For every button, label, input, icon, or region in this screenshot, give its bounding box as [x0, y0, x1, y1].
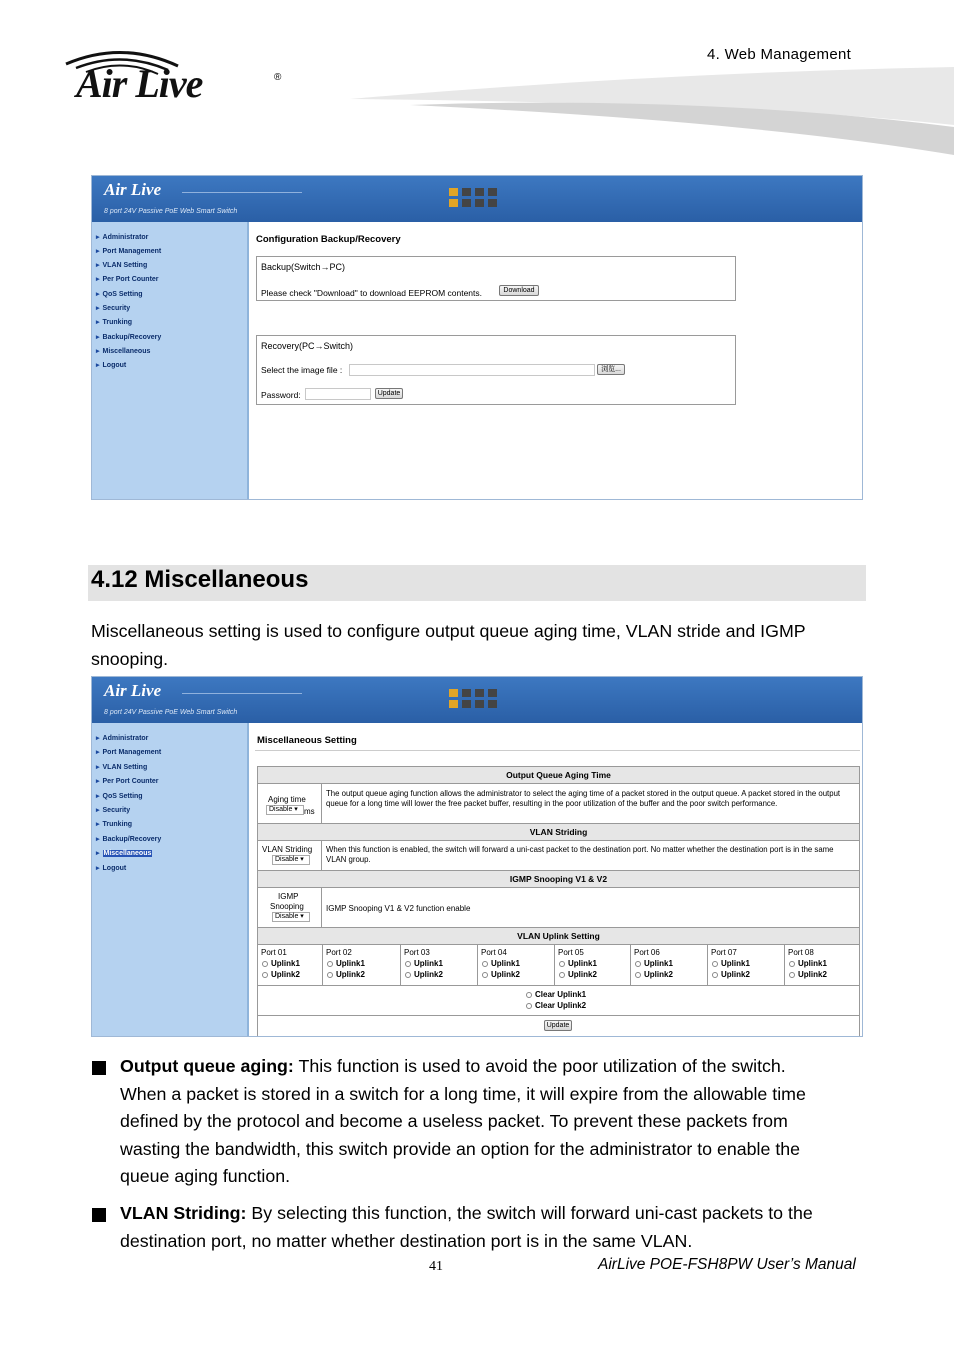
nav-sidebar	[92, 723, 249, 1036]
section-header-vlan-uplink: VLAN Uplink Setting	[258, 927, 859, 945]
radio-icon	[712, 961, 718, 967]
radio-icon	[405, 972, 411, 978]
nav-item-backup-recovery[interactable]: ▸ Backup/Recovery	[96, 334, 162, 341]
bullet-line: queue aging function.	[120, 1166, 291, 1187]
vlan-striding-select[interactable]: Disable ▾	[272, 855, 310, 865]
nav-item-per-port-counter[interactable]: ▸ Per Port Counter	[96, 778, 159, 785]
nav-item-security[interactable]: ▸ Security	[96, 807, 131, 814]
nav-item-logout[interactable]: ▸ Logout	[96, 865, 127, 872]
radio-icon	[789, 972, 795, 978]
bullet-square-icon	[92, 1061, 106, 1075]
uplink-port-cell	[784, 945, 861, 985]
nav-item-qos-setting[interactable]: ▸ QoS Setting	[96, 291, 143, 298]
browse-button[interactable]: 浏览...	[597, 364, 625, 375]
port-label: Port 02	[326, 948, 352, 957]
nav-item-administrator[interactable]: ▸ Administrator	[96, 234, 149, 241]
port-label: Port 07	[711, 948, 737, 957]
nav-item-vlan-setting[interactable]: ▸ VLAN Setting	[96, 764, 148, 771]
app-banner	[92, 677, 862, 723]
radio-icon	[712, 972, 718, 978]
port-label: Port 08	[788, 948, 814, 957]
title-underline	[255, 750, 860, 751]
nav-item-miscellaneous[interactable]: ▸ Miscellaneous	[96, 850, 152, 857]
misc-settings-table	[257, 766, 860, 1037]
page-number: 41	[429, 1259, 443, 1274]
nav-item-port-management[interactable]: ▸ Port Management	[96, 749, 162, 756]
port-label: Port 03	[404, 948, 430, 957]
row-divider	[258, 985, 859, 986]
vlan-striding-label: VLAN Striding	[262, 845, 313, 854]
uplink1-radio-option[interactable]: Uplink1	[559, 959, 597, 969]
page-title: Configuration Backup/Recovery	[256, 234, 401, 245]
clear-uplink2-option[interactable]: Clear Uplink2	[526, 1001, 586, 1011]
nav-item-security[interactable]: ▸ Security	[96, 305, 131, 312]
radio-icon	[559, 972, 565, 978]
section-header-vlan-striding: VLAN Striding	[258, 823, 859, 841]
download-button[interactable]: Download	[499, 285, 539, 296]
nav-item-logout[interactable]: ▸ Logout	[96, 362, 127, 369]
section-title: 4.12 Miscellaneous	[91, 566, 309, 593]
radio-icon	[635, 961, 641, 967]
radio-icon	[789, 961, 795, 967]
port-label: Port 01	[261, 948, 287, 957]
section-header-output-queue: Output Queue Aging Time	[258, 766, 859, 784]
password-label: Password:	[261, 390, 301, 400]
select-file-label: Select the image file :	[261, 365, 343, 375]
nav-item-trunking[interactable]: ▸ Trunking	[96, 821, 133, 828]
uplink1-radio-option[interactable]: Uplink1	[635, 959, 673, 969]
igmp-snooping-select[interactable]: Disable ▾	[272, 912, 310, 922]
radio-icon	[327, 961, 333, 967]
uplink2-radio-option[interactable]: Uplink2	[635, 970, 673, 980]
nav-item-miscellaneous[interactable]: ▸ Miscellaneous	[96, 348, 151, 355]
igmp-description: IGMP Snooping V1 & V2 function enable	[326, 904, 471, 913]
uplink2-radio-option[interactable]: Uplink2	[327, 970, 365, 980]
banner-subtitle: 8 port 24V Passive PoE Web Smart Switch	[104, 709, 238, 716]
nav-item-administrator[interactable]: ▸ Administrator	[96, 735, 149, 742]
page-title: Miscellaneous Setting	[257, 735, 357, 746]
switch-ports-icon	[447, 181, 502, 213]
nav-item-port-management[interactable]: ▸ Port Management	[96, 248, 162, 255]
uplink2-radio-option[interactable]: Uplink2	[482, 970, 520, 980]
uplink1-radio-option[interactable]: Uplink1	[789, 959, 827, 969]
backup-text: Please check "Download" to download EEPROM contents.	[261, 288, 483, 298]
radio-icon	[526, 992, 532, 998]
bullet-square-icon	[92, 1208, 106, 1222]
bullet-label: Output queue aging:	[120, 1056, 294, 1076]
uplink1-radio-option[interactable]: Uplink1	[712, 959, 750, 969]
uplink1-radio-option[interactable]: Uplink1	[405, 959, 443, 969]
registered-mark: ®	[274, 72, 282, 83]
uplink2-radio-option[interactable]: Uplink2	[789, 970, 827, 980]
port-label: Port 06	[634, 948, 660, 957]
uplink1-radio-option[interactable]: Uplink1	[262, 959, 300, 969]
bullet-line: By selecting this function, the switch will forward uni-cast packets to the	[246, 1203, 813, 1223]
clear-uplink1-option[interactable]: Clear Uplink1	[526, 990, 586, 1000]
nav-item-per-port-counter[interactable]: ▸ Per Port Counter	[96, 276, 159, 283]
bullet-label: VLAN Striding:	[120, 1203, 247, 1223]
uplink1-radio-option[interactable]: Uplink1	[327, 959, 365, 969]
uplink-port-cell	[477, 945, 554, 985]
radio-icon	[482, 961, 488, 967]
bullet-line: This function is used to avoid the poor utilization of the switch.	[293, 1056, 786, 1076]
radio-icon	[327, 972, 333, 978]
switch-ports-icon	[447, 682, 502, 714]
radio-icon	[262, 972, 268, 978]
radio-icon	[635, 972, 641, 978]
screenshot-backup-recovery	[91, 175, 863, 500]
uplink-port-cell	[322, 945, 400, 985]
update-button[interactable]: Update	[544, 1020, 572, 1031]
nav-item-qos-setting[interactable]: ▸ QoS Setting	[96, 793, 143, 800]
port-label: Port 05	[558, 948, 584, 957]
bullet-vlan-striding	[120, 1200, 870, 1255]
screenshot-miscellaneous	[91, 676, 863, 1037]
bullet-line: wasting the bandwidth, this switch provide an option for the administrator to enable the	[120, 1138, 801, 1159]
igmp-label-line2: Snooping	[270, 902, 304, 911]
radio-icon	[526, 1003, 532, 1009]
section-header-igmp: IGMP Snooping V1 & V2	[258, 870, 859, 888]
aging-time-label: Aging time	[268, 795, 306, 804]
uplink-port-cell	[630, 945, 707, 985]
bullet-output-queue-aging	[120, 1053, 870, 1191]
bullet-line: When a packet is stored in a switch for a long time, it will expire from the allowable time	[120, 1083, 806, 1104]
uplink1-radio-option[interactable]: Uplink1	[482, 959, 520, 969]
col-divider	[321, 784, 322, 824]
update-button[interactable]: Update	[375, 388, 403, 399]
manual-title: AirLive POE-FSH8PW User’s Manual	[598, 1256, 856, 1273]
nav-item-vlan-setting[interactable]: ▸ VLAN Setting	[96, 262, 148, 269]
port-label: Port 04	[481, 948, 507, 957]
uplink2-radio-option[interactable]: Uplink2	[405, 970, 443, 980]
content-area	[251, 222, 862, 499]
bullet-line: destination port, no matter whether destination port is in the same VLAN.	[120, 1230, 693, 1251]
uplink-port-cell	[554, 945, 630, 985]
backup-title: Backup(Switch→PC)	[261, 262, 346, 272]
nav-item-backup-recovery[interactable]: ▸ Backup/Recovery	[96, 836, 162, 843]
banner-line	[182, 192, 302, 193]
col-divider	[321, 888, 322, 928]
radio-icon	[262, 961, 268, 967]
uplink-port-cell	[258, 945, 322, 985]
igmp-label-line1: IGMP	[278, 892, 299, 901]
uplink2-radio-option[interactable]: Uplink2	[559, 970, 597, 980]
banner-logo: Air Live	[104, 681, 162, 700]
password-input[interactable]	[305, 388, 371, 400]
backup-panel	[256, 256, 736, 301]
row-divider	[258, 1015, 859, 1016]
intro-paragraph: Miscellaneous setting is used to configure output queue aging time, VLAN stride and IGMP snooping.	[91, 621, 806, 669]
radio-icon	[559, 961, 565, 967]
banner-line	[182, 693, 302, 694]
bullet-line: defined by the protocol and become a useless packet. To prevent these packets from	[120, 1111, 788, 1132]
banner-logo: Air Live	[104, 180, 162, 199]
app-banner	[92, 176, 862, 222]
radio-icon	[482, 972, 488, 978]
col-divider	[321, 841, 322, 871]
nav-item-trunking[interactable]: ▸ Trunking	[96, 319, 133, 326]
aging-description: The output queue aging function allows the administrator to select the aging time of a packet stored in the output queue. A packet stored in the output queue for a long time will lower the free packet buffer, resulting in the poor utilization of the buffer and the poor switch performance.	[326, 789, 841, 808]
banner-subtitle: 8 port 24V Passive PoE Web Smart Switch	[104, 208, 238, 215]
aging-time-select[interactable]: Disable ▾	[266, 805, 304, 815]
image-file-input[interactable]	[349, 364, 595, 376]
uplink-port-cell	[707, 945, 784, 985]
nav-sidebar	[92, 222, 249, 499]
header-swoosh-decoration	[350, 65, 954, 155]
vlan-striding-description: When this function is enabled, the switch will forward a uni-cast packet to the destination port. No matter whether the destination port is in the same VLAN group.	[326, 845, 834, 864]
uplink2-radio-option[interactable]: Uplink2	[262, 970, 300, 980]
uplink-port-cell	[400, 945, 477, 985]
uplink2-radio-option[interactable]: Uplink2	[712, 970, 750, 980]
recovery-panel	[256, 335, 736, 405]
radio-icon	[405, 961, 411, 967]
aging-unit: ms	[304, 807, 315, 816]
recovery-title: Recovery(PC→Switch)	[261, 341, 354, 351]
airlive-logo: Air Live	[76, 61, 203, 106]
chapter-heading: 4. Web Management	[707, 46, 852, 63]
